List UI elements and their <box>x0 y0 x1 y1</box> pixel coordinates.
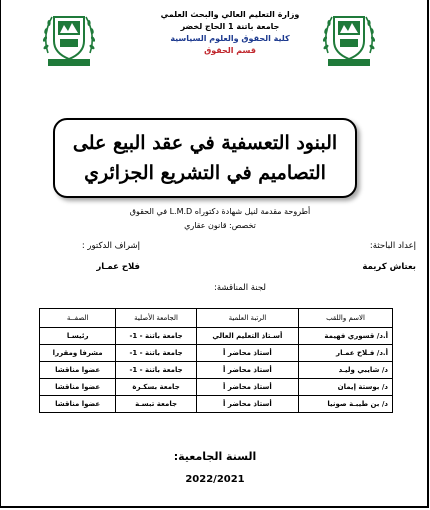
university-emblem-icon <box>40 7 98 71</box>
faculty-name: كلية الحقوق والعلوم السياسية <box>170 34 290 43</box>
ministry-name: وزارة التعليم العالي والبحث العلمي <box>160 10 300 19</box>
header-rank: الرتبة العلمية <box>196 309 298 328</box>
institution-header <box>150 9 310 57</box>
committee-title: لجنة المناقشة: <box>214 283 266 293</box>
supervisor-label: إشراف الدكتور : <box>81 241 140 251</box>
university-logo-left <box>40 7 98 71</box>
header-university: الجامعة الأصلية <box>116 309 196 328</box>
member-role: عضوا مناقشا <box>40 362 116 379</box>
member-rank: أستاذ محاضر أ <box>196 345 298 362</box>
member-role: عضوا مناقشا <box>40 379 116 396</box>
degree-statement: أطروحة مقدمة لنيل شهادة دكتوراه L.M.D في الحقوق <box>129 207 311 216</box>
university-emblem-icon <box>320 7 378 71</box>
member-university: جامعة تبسـة <box>116 396 196 413</box>
table-row <box>40 396 393 413</box>
thesis-title-line-2: التصاميم في التشريع الجزائري <box>84 162 326 184</box>
committee-header-row <box>40 309 393 328</box>
academic-year-value: 2022/2021 <box>185 474 245 485</box>
member-university: جامعة باتنة - 1- <box>116 362 196 379</box>
academic-year-label: السنة الجامعية: <box>173 450 257 463</box>
header-role: الصفــة <box>40 309 116 328</box>
member-rank: أسـتاذ التعليم العالي <box>196 328 298 345</box>
member-university: جامعة بسكـرة <box>116 379 196 396</box>
member-university: جامعة باتنة - 1- <box>116 345 196 362</box>
specialty: تخصص: قانون عقاري <box>184 221 256 230</box>
thesis-title-box <box>53 118 357 198</box>
researcher-name: بعتاش كريمة <box>362 262 416 272</box>
header-name: الاسم واللقب <box>299 309 393 328</box>
member-name: د/ بن طيبـة صونيا <box>299 396 393 413</box>
member-rank: أستاذ محاضر أ <box>196 396 298 413</box>
thesis-title-line-1: البنود التعسفية في عقد البيع على <box>72 132 338 154</box>
table-row <box>40 379 393 396</box>
table-row <box>40 328 393 345</box>
university-name: جامعة باتنة 1 الحاج لخضر <box>180 22 280 31</box>
table-row <box>40 345 393 362</box>
university-logo-right <box>320 7 378 71</box>
committee-table <box>39 308 393 413</box>
member-university: جامعة باتنة - 1- <box>116 328 196 345</box>
member-role: مشرفا ومقررا <box>40 345 116 362</box>
table-row <box>40 362 393 379</box>
member-name: د/ شايبي وليـد <box>299 362 393 379</box>
member-name: د/ بوستة إيمان <box>299 379 393 396</box>
member-name: أ.د/ فـلاح عمـار <box>299 345 393 362</box>
supervisor-name: فلاح عمـار <box>96 262 140 272</box>
member-name: أ.د/ قسوري فهيمة <box>299 328 393 345</box>
researcher-label: إعداد الباحثة: <box>369 241 416 251</box>
member-role: عضوا مناقشا <box>40 396 116 413</box>
member-role: رئيسـا <box>40 328 116 345</box>
department-name: قسم الحقوق <box>204 46 256 55</box>
member-rank: أستاذ محاضر أ <box>196 379 298 396</box>
member-rank: أستاذ محاضر أ <box>196 362 298 379</box>
